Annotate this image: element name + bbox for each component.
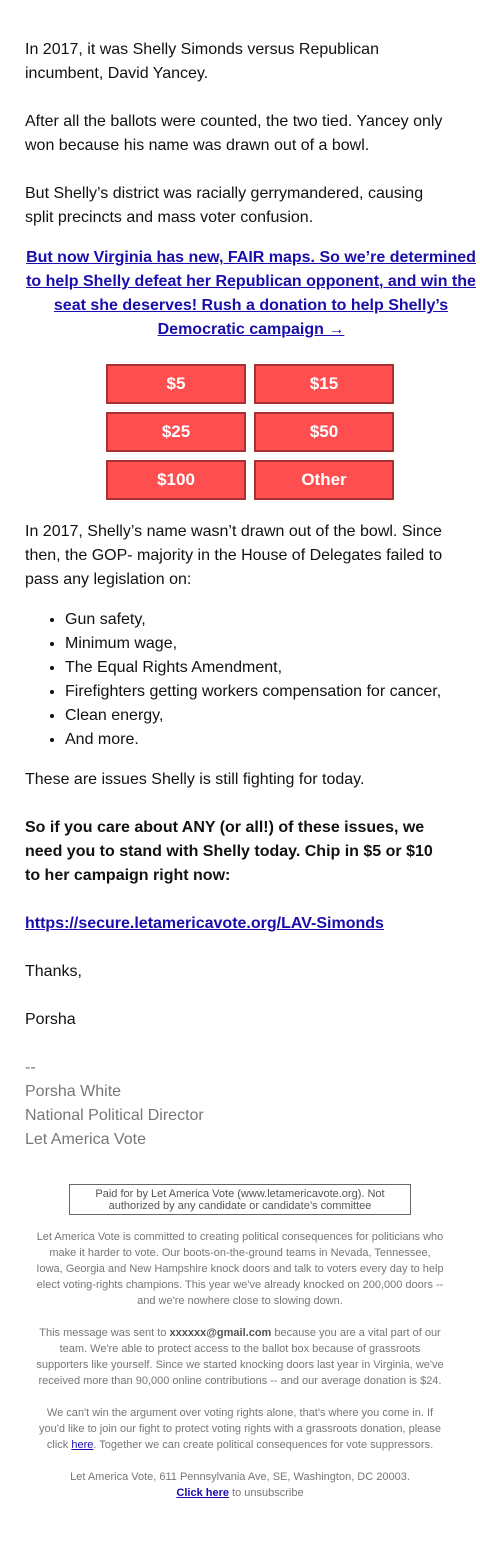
list-item: • Firefighters getting workers compensation for cancer,	[65, 680, 450, 704]
intro-paragraph-1: In 2017, it was Shelly Simonds versus Republican incumbent, David Yancey.	[25, 41, 379, 82]
donate-25-button[interactable]: $25	[106, 412, 246, 452]
thanks-text: Thanks,	[25, 963, 82, 980]
donate-15-button[interactable]: $15	[254, 364, 394, 404]
footer-address-block	[35, 1469, 445, 1501]
sender-first-name: Porsha	[25, 1011, 76, 1028]
donate-5-button[interactable]: $5	[106, 364, 246, 404]
donate-cta-link[interactable]: But now Virginia has new, FAIR maps. So we’re determined to help Shelly defeat her Republican opponent, and win the seat she deserves! Rush a donation to help Shelly’s Democratic campaign →	[26, 249, 476, 338]
unsubscribe-link[interactable]: Click here	[176, 1487, 229, 1499]
donate-100-button[interactable]: $100	[106, 460, 246, 500]
signature-name: Porsha White	[25, 1083, 122, 1100]
body-paragraph-4: In 2017, Shelly’s name wasn’t drawn out of the bowl. Since then, the GOP- majority in the House of Delegates failed to pass any legislation on:	[25, 523, 443, 588]
join-suffix: . Together we can create political consequences for vote suppressors.	[93, 1439, 434, 1451]
join-prefix: We can't win the argument over voting rights alone, that's where you come in. If you'd like to join our fight to protect voting rights with a grassroots donation, please click	[39, 1407, 441, 1451]
list-item: • And more.	[65, 728, 450, 752]
donate-50-button[interactable]: $50	[254, 412, 394, 452]
list-item: • Clean energy,	[65, 704, 450, 728]
footer-address: Let America Vote, 611 Pennsylvania Ave, SE, Washington, DC 20003.	[70, 1471, 410, 1483]
intro-paragraph-3: But Shelly’s district was racially gerrymandered, causing split precincts and mass voter confusion.	[25, 185, 424, 226]
footer-sent-to	[35, 1325, 445, 1389]
donate-other-button[interactable]: Other	[254, 460, 394, 500]
paid-for-disclaimer: Paid for by Let America Vote (www.letamericavote.org). Not authorized by any candidate or candidate’s committee	[69, 1184, 411, 1215]
list-item: • Minimum wage,	[65, 632, 450, 656]
body-paragraph-5: These are issues Shelly is still fighting for today.	[25, 771, 365, 788]
list-item: • Gun safety,	[65, 608, 450, 632]
footer-join	[35, 1405, 445, 1453]
donation-url-link[interactable]: https://secure.letamericavote.org/LAV-Simonds	[25, 915, 384, 932]
recipient-email: xxxxxx@gmail.com	[169, 1327, 272, 1339]
sent-suffix: because you are a vital part of our team. We're able to protect access to the ballot box because of grassroots supporters like yourself. Since we started knocking doors last year in Virginia, we've received more than 90,000 online contributions -- and our average donation is $24.	[36, 1327, 444, 1387]
issues-list	[25, 608, 450, 752]
email-footer	[0, 1184, 480, 1501]
list-item: • The Equal Rights Amendment,	[65, 656, 450, 680]
signature-dashes: --	[25, 1059, 36, 1076]
unsubscribe-suffix: to unsubscribe	[228, 1487, 304, 1499]
donation-url-paragraph	[25, 912, 450, 936]
signature-block	[25, 1056, 450, 1152]
footer-about: Let America Vote is committed to creating political consequences for politicians who make it harder to vote. Our boots-on-the-ground teams in Nevada, Tennessee, Iowa, Georgia and New Hampshire knock doors and talk to voters every day to help elect voting-rights champions. This year we've already knocked on 200,000 doors -- and we're nowhere close to slowing down.	[36, 1231, 444, 1307]
join-here-link[interactable]: here	[71, 1439, 94, 1451]
body-paragraph-6: So if you care about ANY (or all!) of these issues, we need you to stand with Shelly today. Chip in $5 or $10 to her campaign right now:	[25, 819, 433, 884]
intro-paragraph-2: After all the ballots were counted, the two tied. Yancey only won because his name was drawn out of a bowl.	[25, 113, 443, 154]
unsubscribe-line	[35, 1485, 445, 1501]
signature-title: National Political Director	[25, 1107, 204, 1124]
sent-prefix: This message was sent to	[39, 1327, 170, 1339]
signature-org: Let America Vote	[25, 1131, 146, 1148]
donation-button-grid	[106, 364, 396, 500]
